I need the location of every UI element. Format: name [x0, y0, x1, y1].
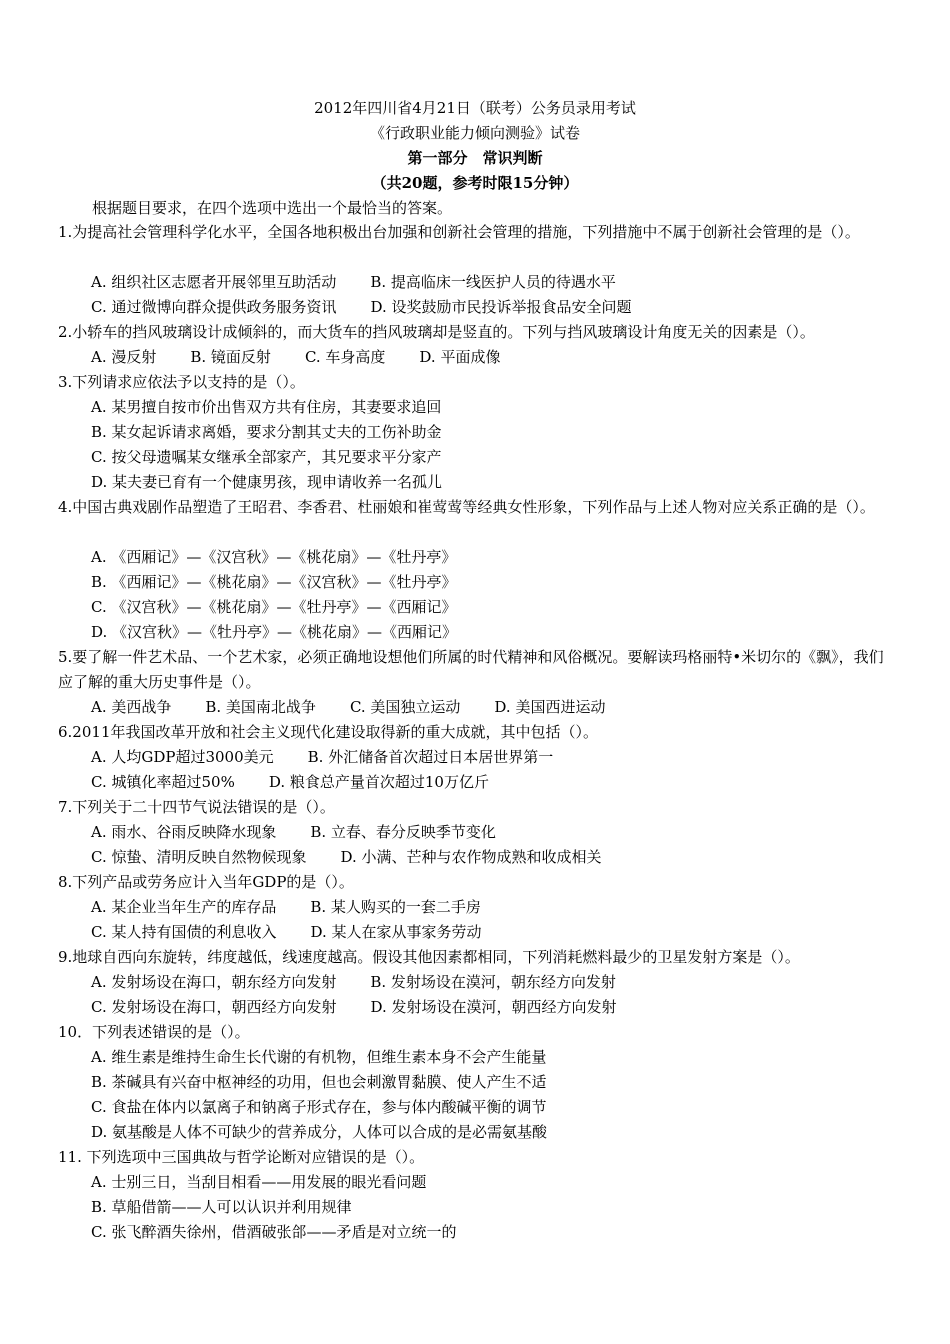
answer-option: A. 漫反射 [91, 348, 157, 366]
option-row [91, 570, 491, 595]
answer-option: C. 惊蛰、清明反映自然物候现象 [91, 848, 307, 866]
answer-option: C. 食盐在体内以氯离子和钠离子形式存在，参与体内酸碱平衡的调节 [91, 1098, 547, 1116]
answer-option: D. 美国西进运动 [494, 698, 606, 716]
exam-title-line2: 《行政职业能力倾向测验》试卷 [369, 124, 580, 142]
answer-option: D. 发射场设在漠河，朝西经方向发射 [370, 998, 617, 1016]
answer-option: C. 通过微博向群众提供政务服务资讯 [91, 298, 337, 316]
question-stem [58, 870, 898, 895]
option-row [91, 970, 651, 995]
question-stem [58, 370, 898, 395]
answer-option: D. 《汉宫秋》—《牡丹亭》—《桃花扇》—《西厢记》 [91, 623, 458, 641]
options-block [91, 545, 491, 645]
option-row [91, 395, 476, 420]
question-text: 9.地球自西向东旋转，纬度越低，线速度越高。假设其他因素都相同，下列消耗燃料最少的卫星发射方案是（）。 [58, 948, 800, 966]
option-row [91, 420, 476, 445]
answer-option: B. 《西厢记》—《桃花扇》—《汉宫秋》—《牡丹亭》 [91, 573, 457, 591]
question-stem [58, 1145, 898, 1170]
option-row [91, 1070, 581, 1095]
answer-option: B. 草船借箭——人可以认识并利用规律 [91, 1198, 352, 1216]
options-block [91, 895, 516, 945]
answer-option: D. 粮食总产量首次超过10万亿斤 [268, 773, 489, 791]
option-row [91, 895, 516, 920]
answer-option: B. 提高临床一线医护人员的待遇水平 [370, 273, 616, 291]
question-text: 6.2011年我国改革开放和社会主义现代化建设取得新的重大成就，其中包括（）。 [58, 723, 598, 741]
question-text: 10．下列表述错误的是（）。 [58, 1023, 250, 1041]
question-stem [58, 720, 898, 745]
answer-option: A. 士别三日，当刮目相看——用发展的眼光看问题 [91, 1173, 427, 1191]
option-row [91, 745, 587, 770]
option-row [91, 470, 476, 495]
answer-option: D. 平面成像 [419, 348, 501, 366]
question-text: 4.中国古典戏剧作品塑造了王昭君、李香君、杜丽娘和崔莺莺等经典女性形象，下列作品与上述人物对应关系正确的是（）。 [58, 498, 875, 516]
option-row [91, 695, 639, 720]
question-text: 11. 下列选项中三国典故与哲学论断对应错误的是（）。 [58, 1148, 425, 1166]
answer-option: B. 茶碱具有兴奋中枢神经的功用，但也会刺激胃黏膜、使人产生不适 [91, 1073, 547, 1091]
exam-title-line1: 2012年四川省4月21日（联考）公务员录用考试 [314, 99, 636, 117]
answer-option: C. 城镇化率超过50% [91, 773, 235, 791]
option-row [91, 445, 476, 470]
question-text: 5.要了解一件艺术品、一个艺术家，必须正确地设想他们所属的时代精神和风俗概况。要解读玛格丽特•米切尔的《飘》，我们应了解的重大历史事件是（）。 [58, 648, 884, 691]
answer-option: C. 《汉宫秋》—《桃花扇》—《牡丹亭》—《西厢记》 [91, 598, 457, 616]
section-heading: 第一部分 常识判断 [407, 149, 543, 167]
answer-option: D. 某人在家从事家务劳动 [310, 923, 482, 941]
question-text: 2.小轿车的挡风玻璃设计成倾斜的，而大货车的挡风玻璃却是竖直的。下列与挡风玻璃设计角度无关的因素是（）。 [58, 323, 815, 341]
question-stem [58, 320, 898, 345]
options-block [91, 270, 666, 320]
options-block [91, 1045, 581, 1145]
answer-option: D. 设奖鼓励市民投诉举报食品安全问题 [370, 298, 632, 316]
option-row [91, 845, 636, 870]
answer-option: C. 按父母遗嘱某女继承全部家产，其兄要求平分家产 [91, 448, 442, 466]
option-row [91, 620, 491, 645]
option-row [91, 295, 666, 320]
answer-option: B. 某女起诉请求离婚，要求分割其丈夫的工伤补助金 [91, 423, 442, 441]
question-stem [58, 1020, 898, 1045]
answer-option: A. 雨水、谷雨反映降水现象 [91, 823, 277, 841]
answer-option: C. 某人持有国债的利息收入 [91, 923, 277, 941]
options-block [91, 1170, 490, 1245]
answer-option: A. 发射场设在海口，朝东经方向发射 [91, 973, 337, 991]
option-row [91, 1095, 581, 1120]
answer-option: C. 张飞醉酒失徐州，借酒破张郃——矛盾是对立统一的 [91, 1223, 457, 1241]
question-stem [58, 645, 898, 695]
answer-option: D. 小满、芒种与农作物成熟和收成相关 [340, 848, 602, 866]
answer-option: A. 某男擅自按市价出售双方共有住房，其妻要求追回 [91, 398, 442, 416]
answer-option: D. 氨基酸是人体不可缺少的营养成分，人体可以合成的是必需氨基酸 [91, 1123, 548, 1141]
option-row [91, 545, 491, 570]
options-block [91, 745, 587, 795]
option-row [91, 1195, 490, 1220]
answer-option: A. 组织社区志愿者开展邻里互助活动 [91, 273, 337, 291]
section-time-limit: （共20题，参考时限15分钟） [371, 174, 579, 192]
question-text: 8.下列产品或劳务应计入当年GDP的是（）。 [58, 873, 354, 891]
option-row [91, 270, 666, 295]
answer-option: A. 美西战争 [91, 698, 172, 716]
answer-option: A. 《西厢记》—《汉宫秋》—《桃花扇》—《牡丹亭》 [91, 548, 457, 566]
answer-option: A. 某企业当年生产的库存品 [91, 898, 277, 916]
answer-option: C. 车身高度 [304, 348, 386, 366]
answer-option: C. 美国独立运动 [349, 698, 461, 716]
question-stem [58, 495, 898, 520]
question-stem [58, 945, 898, 970]
answer-option: B. 美国南北战争 [205, 698, 316, 716]
option-row [91, 920, 516, 945]
option-row [91, 1120, 581, 1145]
answer-option: B. 某人购买的一套二手房 [310, 898, 481, 916]
option-row [91, 820, 636, 845]
option-row [91, 1220, 490, 1245]
answer-option: B. 立春、春分反映季节变化 [310, 823, 496, 841]
options-block [91, 345, 534, 370]
answer-option: C. 发射场设在海口，朝西经方向发射 [91, 998, 337, 1016]
question-stem [58, 220, 898, 245]
question-text: 1.为提高社会管理科学化水平，全国各地积极出台加强和创新社会管理的措施，下列措施中不属于创新社会管理的是（）。 [58, 223, 860, 241]
question-text: 3.下列请求应依法予以支持的是（）。 [58, 373, 305, 391]
question-stem [58, 795, 898, 820]
question-text: 7.下列关于二十四节气说法错误的是（）。 [58, 798, 335, 816]
answer-option: A. 人均GDP超过3000美元 [91, 748, 274, 766]
answer-option: A. 维生素是维持生命生长代谢的有机物，但维生素本身不会产生能量 [91, 1048, 547, 1066]
answer-option: D. 某夫妻已育有一个健康男孩，现申请收养一名孤儿 [91, 473, 443, 491]
options-block [91, 970, 651, 1020]
option-row [91, 770, 587, 795]
answer-option: B. 外汇储备首次超过日本居世界第一 [307, 748, 554, 766]
instructions: 根据题目要求，在四个选项中选出一个最恰当的答案。 [92, 199, 453, 217]
option-row [91, 595, 491, 620]
answer-option: B. 镜面反射 [190, 348, 271, 366]
option-row [91, 345, 534, 370]
option-row [91, 1170, 490, 1195]
option-row [91, 1045, 581, 1070]
options-block [91, 695, 639, 720]
options-block [91, 395, 476, 495]
options-block [91, 820, 636, 870]
answer-option: B. 发射场设在漠河，朝东经方向发射 [370, 973, 616, 991]
option-row [91, 995, 651, 1020]
